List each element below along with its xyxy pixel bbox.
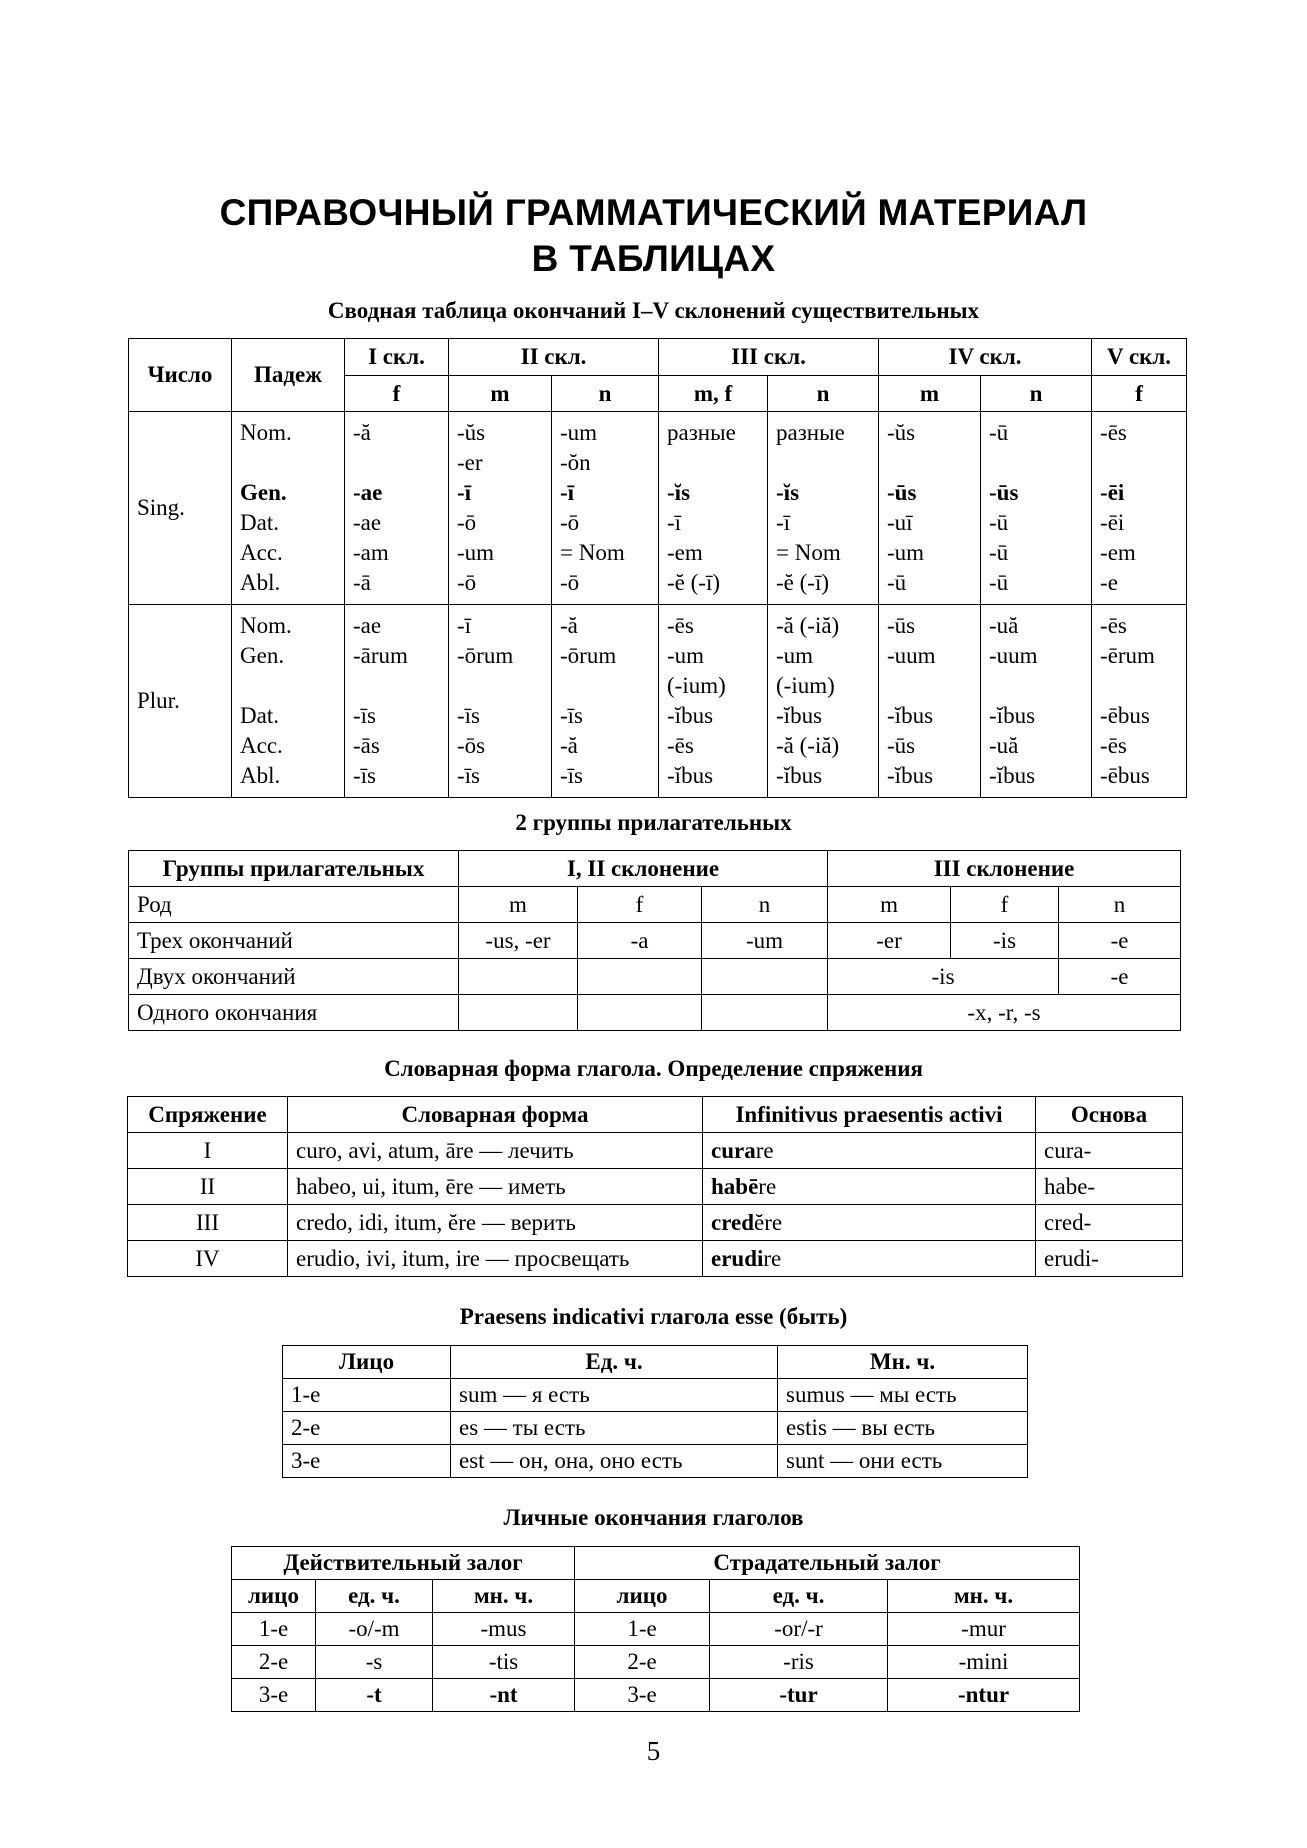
header-person: Лицо — [283, 1346, 451, 1379]
ending-line: -ī — [457, 480, 472, 505]
sing-column — [981, 412, 1092, 605]
inf-cell — [703, 1241, 1036, 1277]
person-cell: 2-е — [232, 1646, 316, 1679]
title-line-2: В ТАБЛИЦАХ — [531, 238, 776, 279]
dict-cell: erudio, ivi, itum, ire — просвещать — [288, 1241, 703, 1277]
ending-line: Nom. — [240, 420, 292, 445]
subheader: ед. ч. — [316, 1580, 433, 1613]
person-cell: 3-е — [575, 1679, 710, 1712]
ending-line: Acc. — [240, 733, 283, 758]
ending-line — [457, 671, 543, 701]
singular-cell: est — он, она, оно есть — [451, 1445, 778, 1478]
ending-line: Acc. — [240, 540, 283, 565]
dict-cell: habeo, ui, itum, ēre — иметь — [288, 1169, 703, 1205]
ending-line: -ēi — [1100, 510, 1125, 535]
plur-column — [1092, 605, 1187, 798]
ending-cell: -is — [951, 923, 1059, 959]
ending-line: -ī — [776, 510, 791, 535]
stem-cell: erudi- — [1036, 1241, 1183, 1277]
noun-endings-table — [128, 338, 1187, 798]
ending-line: -ae — [353, 480, 383, 505]
ending-line: = Nom — [776, 540, 841, 565]
ending-line: -ĭbus — [887, 763, 934, 788]
ending-line: -ū — [989, 570, 1009, 595]
header-groups: Группы прилагательных — [129, 851, 459, 887]
ending-line: = Nom — [560, 540, 625, 565]
sing-column — [449, 412, 552, 605]
ending-line — [667, 448, 759, 478]
inf-stem: habē — [711, 1173, 759, 1199]
ending-line: -um — [667, 643, 705, 668]
sing-column — [879, 412, 981, 605]
ending-line — [1100, 448, 1178, 478]
ending-line: -ī — [457, 613, 472, 638]
gender-cell: f — [578, 887, 702, 923]
ending-cell: -o/-m — [316, 1613, 433, 1646]
esse-table — [282, 1345, 1028, 1478]
empty-cell — [459, 959, 578, 995]
ending-line: -ĭbus — [776, 703, 823, 728]
person-cell: 2-е — [575, 1646, 710, 1679]
singular-cell: es — ты есть — [451, 1412, 778, 1445]
header-case: Падеж — [232, 339, 345, 412]
personal-endings-table — [231, 1546, 1080, 1712]
ending-line — [240, 671, 336, 701]
table-row — [283, 1412, 1028, 1445]
ending-line: -ă — [353, 420, 371, 445]
ending-line: -um — [560, 420, 598, 445]
row-label-gender: Род — [129, 887, 459, 923]
conj-cell: I — [128, 1133, 288, 1169]
inf-cell — [703, 1169, 1036, 1205]
ending-line: Gen. — [240, 643, 285, 668]
page-title — [0, 190, 1307, 282]
ending-line: -ŭs — [887, 420, 916, 445]
ending-line: -er — [457, 450, 483, 475]
ending-line: -īs — [353, 703, 376, 728]
person-cell: 1-е — [232, 1613, 316, 1646]
gender-header: f — [345, 376, 449, 412]
ending-line: -ĭbus — [667, 703, 714, 728]
row-label-two: Двух окончаний — [129, 959, 459, 995]
header-stem: Основа — [1036, 1097, 1183, 1133]
plur-column — [232, 605, 345, 798]
ending-line: Gen. — [240, 480, 287, 505]
ending-line: -ō — [560, 510, 580, 535]
ending-line — [887, 671, 972, 701]
empty-cell — [578, 959, 702, 995]
ending-line: -ĕ (-ī) — [776, 570, 830, 595]
noun-endings-caption: Сводная таблица окончаний I–V склонений существительных — [327, 298, 980, 323]
gender-header: m — [879, 376, 981, 412]
page-number: 5 — [646, 1736, 661, 1766]
subheader: лицо — [232, 1580, 316, 1613]
ending-line: Dat. — [240, 510, 279, 535]
ending-line: -ēs — [1100, 420, 1127, 445]
table-row — [283, 1445, 1028, 1478]
title-line-1: СПРАВОЧНЫЙ ГРАММАТИЧЕСКИЙ МАТЕРИАЛ — [219, 192, 1088, 233]
gender-header: n — [981, 376, 1092, 412]
ending-cell: -is — [828, 959, 1059, 995]
table-row — [232, 1679, 1080, 1712]
header-number: Число — [129, 339, 232, 412]
conj-cell: III — [128, 1205, 288, 1241]
ending-line: -ērum — [1100, 643, 1155, 668]
adjective-groups-table — [128, 850, 1181, 1031]
table-row — [232, 1646, 1080, 1679]
ending-cell: -x, -r, -s — [828, 995, 1181, 1031]
ending-line: -ārum — [353, 643, 408, 668]
plur-column — [768, 605, 879, 798]
table-row — [283, 1379, 1028, 1412]
ending-line — [989, 448, 1083, 478]
subheader: лицо — [575, 1580, 710, 1613]
ending-line: -ĭbus — [989, 763, 1036, 788]
ending-line: разные — [776, 420, 845, 445]
person-cell: 1-е — [283, 1379, 451, 1412]
ending-line: -ĭbus — [667, 763, 714, 788]
ending-line: -um — [457, 540, 495, 565]
row-label-three: Трех окончаний — [129, 923, 459, 959]
table-row — [128, 1205, 1183, 1241]
ending-line: -ū — [989, 420, 1009, 445]
sing-column — [1092, 412, 1187, 605]
ending-line — [240, 448, 336, 478]
ending-line: -ēi — [1100, 480, 1125, 505]
inf-cell — [703, 1205, 1036, 1241]
ending-line: -īs — [457, 763, 480, 788]
empty-cell — [702, 959, 828, 995]
ending-cell: -ris — [710, 1646, 888, 1679]
ending-cell: -mini — [888, 1646, 1080, 1679]
row-label-one: Одного окончания — [129, 995, 459, 1031]
ending-line: -ō — [457, 570, 477, 595]
ending-cell: -s — [316, 1646, 433, 1679]
ending-line: -ĭbus — [989, 703, 1036, 728]
subheader: мн. ч. — [888, 1580, 1080, 1613]
adjective-groups-caption: 2 группы прилагательных — [515, 810, 792, 835]
header-decl-1-2: I, II склонение — [459, 851, 828, 887]
header-decl-2: II скл. — [449, 339, 659, 376]
ending-line: -ī — [667, 510, 682, 535]
ending-cell: -mur — [888, 1613, 1080, 1646]
verb-dictionary-table — [127, 1096, 1183, 1277]
ending-line — [353, 671, 440, 701]
person-cell: 3-е — [283, 1445, 451, 1478]
plural-cell: sunt — они есть — [778, 1445, 1028, 1478]
ending-line: -ūs — [887, 613, 916, 638]
stem-cell: cred- — [1036, 1205, 1183, 1241]
table-row — [128, 1169, 1183, 1205]
gender-cell: n — [1059, 887, 1181, 923]
empty-cell — [702, 995, 828, 1031]
ending-line: -uī — [887, 510, 913, 535]
dict-cell: credo, idi, itum, ĕre — верить — [288, 1205, 703, 1241]
header-infinitive: Infinitivus praesentis activi — [703, 1097, 1036, 1133]
ending-cell: -tis — [433, 1646, 575, 1679]
ending-cell: -e — [1059, 959, 1181, 995]
ending-line: -ă — [560, 733, 578, 758]
inf-ending: re — [763, 1245, 782, 1271]
conj-cell: II — [128, 1169, 288, 1205]
sing-column — [659, 412, 768, 605]
inf-stem: erudi — [711, 1245, 764, 1271]
ending-line: -um — [776, 643, 814, 668]
ending-line: -um — [887, 540, 925, 565]
ending-line: -ĭbus — [776, 763, 823, 788]
ending-cell: -um — [702, 923, 828, 959]
ending-line: -ūs — [887, 480, 917, 505]
ending-cell: -ntur — [888, 1679, 1080, 1712]
conj-cell: IV — [128, 1241, 288, 1277]
plur-column — [659, 605, 768, 798]
ending-line: (-ium) — [667, 673, 726, 698]
ending-line: -ū — [887, 570, 907, 595]
ending-line: Nom. — [240, 613, 292, 638]
ending-line: -ēs — [1100, 613, 1127, 638]
header-decl-4: IV скл. — [879, 339, 1092, 376]
gender-cell: f — [951, 887, 1059, 923]
ending-line: -ēs — [1100, 733, 1127, 758]
ending-line: -ī — [560, 480, 575, 505]
gender-header: m, f — [659, 376, 768, 412]
ending-cell: -e — [1059, 923, 1181, 959]
header-decl-3: III скл. — [659, 339, 879, 376]
ending-cell: -mus — [433, 1613, 575, 1646]
ending-line: -am — [353, 540, 389, 565]
ending-cell: -a — [578, 923, 702, 959]
header-conjugation: Спряжение — [128, 1097, 288, 1133]
ending-cell: -er — [828, 923, 951, 959]
ending-line: -uum — [887, 643, 936, 668]
ending-cell: -nt — [433, 1679, 575, 1712]
table-row — [232, 1613, 1080, 1646]
header-decl-1: I скл. — [345, 339, 449, 376]
ending-cell: -tur — [710, 1679, 888, 1712]
plur-column — [449, 605, 552, 798]
ending-line: -ēs — [667, 733, 694, 758]
ending-line — [560, 671, 650, 701]
plur-column — [552, 605, 659, 798]
inf-ending: re — [758, 1173, 777, 1199]
ending-line: -ŏn — [560, 450, 591, 475]
plur-column — [981, 605, 1092, 798]
inf-stem: cura — [711, 1137, 756, 1163]
gender-cell: m — [828, 887, 951, 923]
ending-line: Dat. — [240, 703, 279, 728]
ending-line: -ū — [989, 540, 1009, 565]
singular-cell: sum — я есть — [451, 1379, 778, 1412]
ending-line: (-ium) — [776, 673, 835, 698]
ending-line: -īs — [560, 763, 583, 788]
ending-line: -ūs — [989, 480, 1019, 505]
gender-cell: n — [702, 887, 828, 923]
table-row — [128, 1241, 1183, 1277]
ending-line: -ă — [560, 613, 578, 638]
plur-column — [345, 605, 449, 798]
ending-cell: -or/-r — [710, 1613, 888, 1646]
inf-ending: re — [755, 1137, 774, 1163]
ending-line: -ū — [989, 510, 1009, 535]
stem-cell: habe- — [1036, 1169, 1183, 1205]
ending-line: -īs — [353, 763, 376, 788]
inf-cell — [703, 1133, 1036, 1169]
ending-line: -ŭs — [457, 420, 486, 445]
sing-column — [552, 412, 659, 605]
ending-line: -ā — [353, 570, 371, 595]
plur-column — [879, 605, 981, 798]
ending-line: -em — [667, 540, 703, 565]
ending-line: -īs — [457, 703, 480, 728]
ending-line: Abl. — [240, 763, 281, 788]
ending-line — [1100, 671, 1178, 701]
header-active-voice: Действительный залог — [232, 1547, 575, 1580]
header-singular: Ед. ч. — [451, 1346, 778, 1379]
sing-column — [345, 412, 449, 605]
header-decl-3: III склонение — [828, 851, 1181, 887]
ending-line: -ās — [353, 733, 380, 758]
sing-column — [232, 412, 345, 605]
table-row — [128, 1133, 1183, 1169]
ending-line: -uă — [989, 733, 1019, 758]
stem-cell: cura- — [1036, 1133, 1183, 1169]
ending-line: -uum — [989, 643, 1038, 668]
person-cell: 3-е — [232, 1679, 316, 1712]
person-cell: 2-е — [283, 1412, 451, 1445]
ending-line: -ĭs — [667, 480, 691, 505]
header-decl-5: V скл. — [1092, 339, 1187, 376]
person-cell: 1-е — [575, 1613, 710, 1646]
ending-cell: -t — [316, 1679, 433, 1712]
gender-header: f — [1092, 376, 1187, 412]
ending-line: -ēs — [667, 613, 694, 638]
ending-line: -īs — [560, 703, 583, 728]
inf-ending: ĕre — [754, 1209, 783, 1235]
ending-line — [887, 448, 972, 478]
gender-header: n — [552, 376, 659, 412]
ending-line: -ōs — [457, 733, 486, 758]
ending-line: -ae — [353, 510, 382, 535]
ending-line: -ēbus — [1100, 703, 1150, 728]
number-label-sing: Sing. — [129, 412, 232, 605]
ending-line: -ūs — [887, 733, 916, 758]
ending-line: -ēbus — [1100, 763, 1150, 788]
header-plural: Мн. ч. — [778, 1346, 1028, 1379]
ending-line: разные — [667, 420, 736, 445]
ending-line — [776, 448, 870, 478]
inf-stem: cred — [711, 1209, 755, 1235]
dict-cell: curo, avi, atum, āre — лечить — [288, 1133, 703, 1169]
ending-line: -uă — [989, 613, 1019, 638]
header-dictionary-form: Словарная форма — [288, 1097, 703, 1133]
gender-header: n — [768, 376, 879, 412]
gender-header: m — [449, 376, 552, 412]
ending-line: -ō — [457, 510, 477, 535]
verb-dictionary-caption: Словарная форма глагола. Определение спряжения — [384, 1056, 923, 1081]
ending-line: -em — [1100, 540, 1136, 565]
plural-cell: estis — вы есть — [778, 1412, 1028, 1445]
number-label-plur: Plur. — [129, 605, 232, 798]
ending-cell: -us, -er — [459, 923, 578, 959]
ending-line: -ĭbus — [887, 703, 934, 728]
subheader: ед. ч. — [710, 1580, 888, 1613]
esse-caption: Praesens indicativi глагола esse (быть) — [459, 1304, 848, 1329]
ending-line — [353, 448, 440, 478]
ending-line: -ĕ (-ī) — [667, 570, 721, 595]
ending-line: -e — [1100, 570, 1118, 595]
ending-line: Abl. — [240, 570, 281, 595]
ending-line: -ĭs — [776, 480, 800, 505]
sing-column — [768, 412, 879, 605]
ending-line: -ă (-iă) — [776, 733, 840, 758]
ending-line: -ae — [353, 613, 382, 638]
empty-cell — [459, 995, 578, 1031]
subheader: мн. ч. — [433, 1580, 575, 1613]
ending-line: -ōrum — [560, 643, 617, 668]
plural-cell: sumus — мы есть — [778, 1379, 1028, 1412]
ending-line: -ō — [560, 570, 580, 595]
empty-cell — [578, 995, 702, 1031]
personal-endings-caption: Личные окончания глаголов — [503, 1505, 804, 1530]
ending-line — [989, 671, 1083, 701]
ending-line: -ă (-iă) — [776, 613, 840, 638]
header-passive-voice: Страдательный залог — [575, 1547, 1080, 1580]
gender-cell: m — [459, 887, 578, 923]
ending-line: -ōrum — [457, 643, 514, 668]
